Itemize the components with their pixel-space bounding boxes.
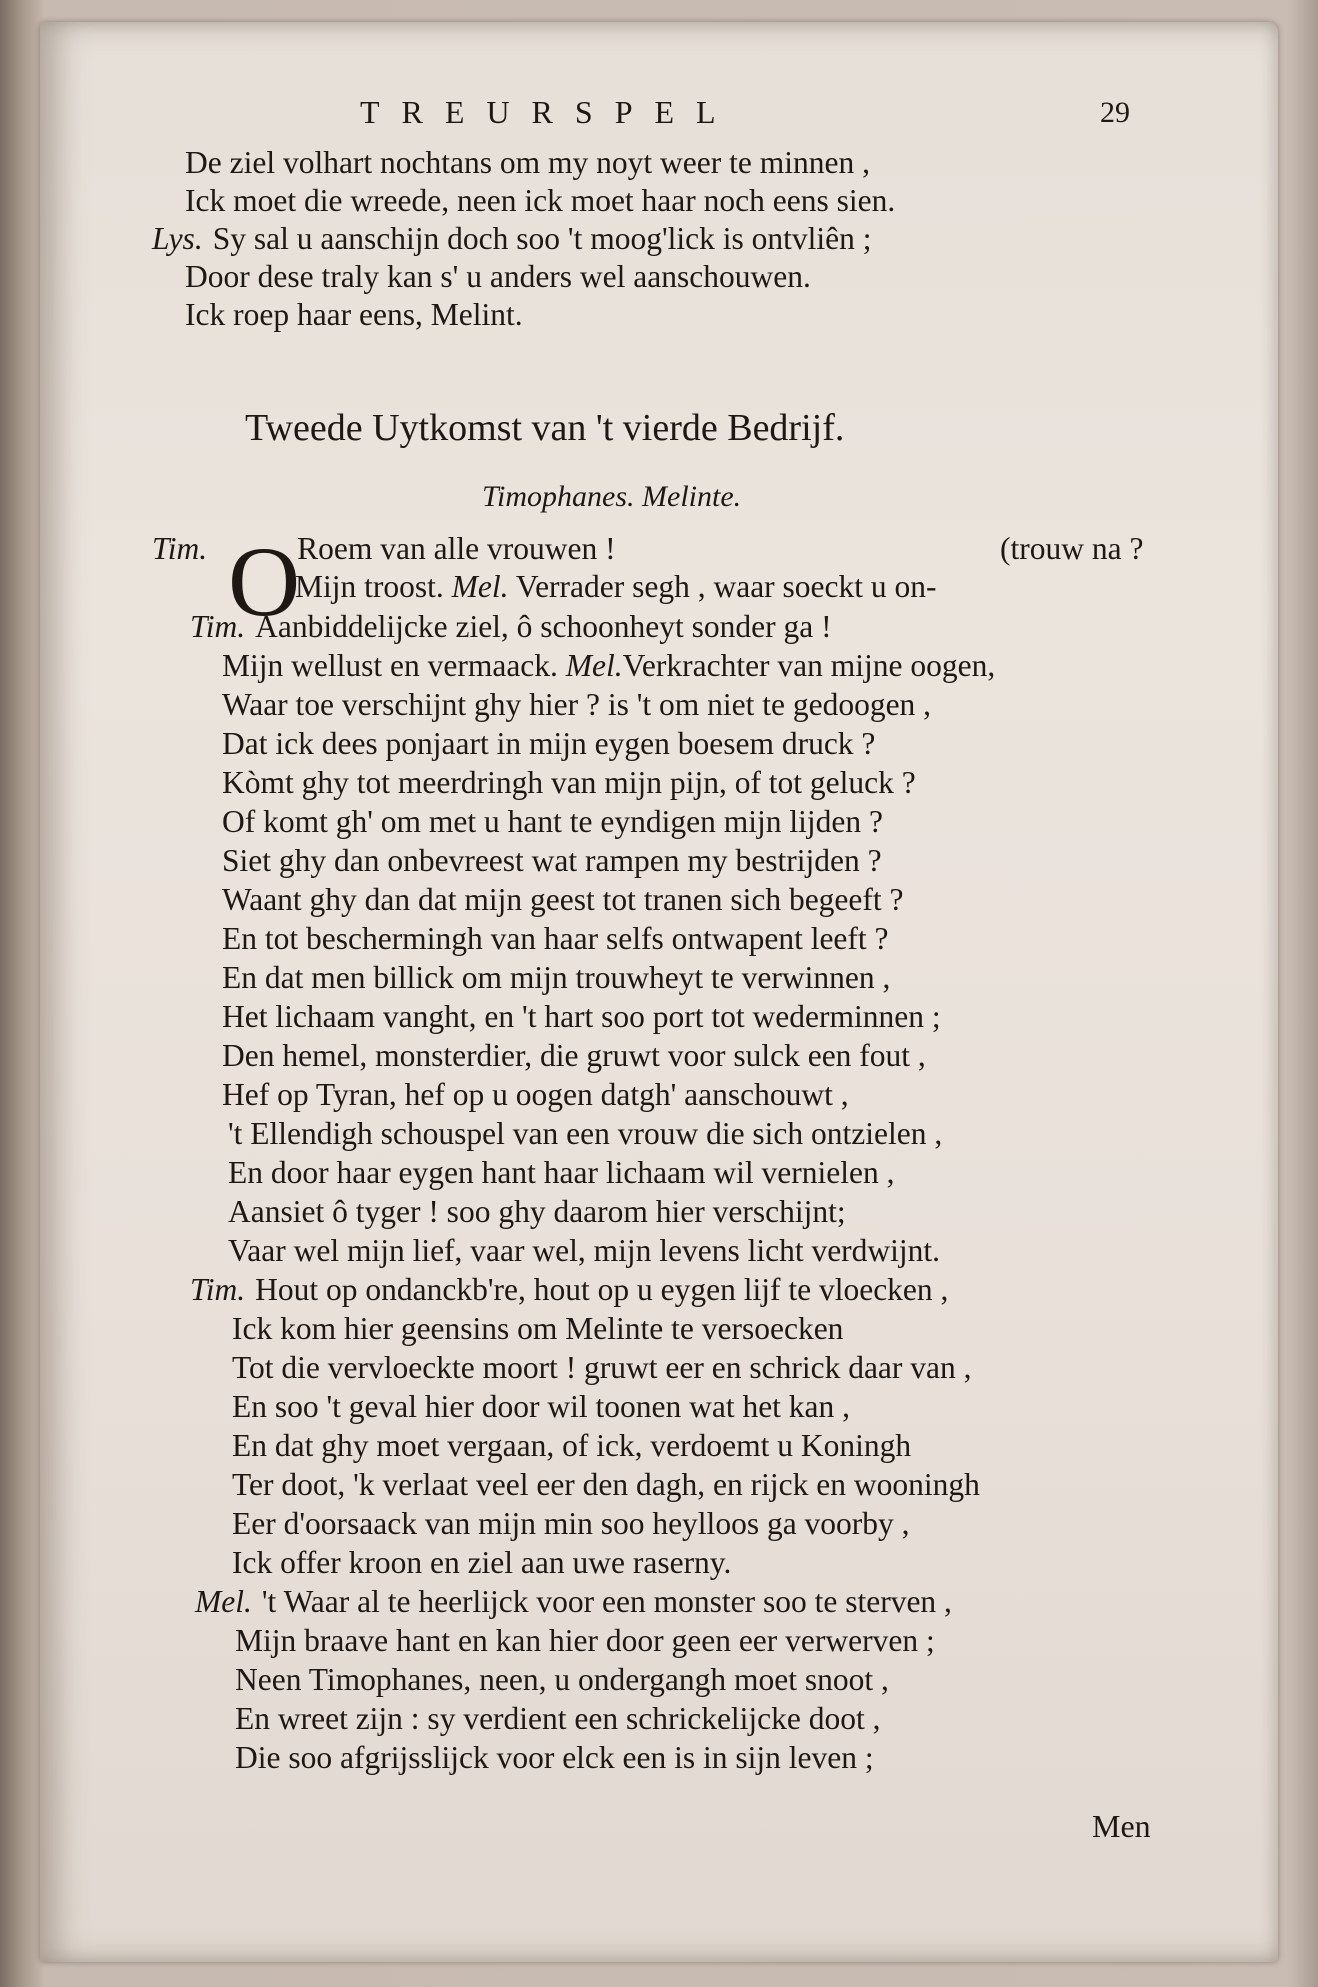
verse-text: Mijn braave hant en kan hier door geen eer verwerven ; [235, 1623, 935, 1658]
verse-line [222, 764, 916, 802]
verse-line [295, 568, 937, 606]
page-number: 29 [1100, 96, 1130, 129]
speaker-label: Tim. [190, 1272, 246, 1307]
verse-text: En door haar eygen hant haar lichaam wil vernielen , [228, 1155, 895, 1190]
verse-text: Sy sal u aanschijn doch soo 't moog'lick is ontvliên ; [212, 221, 872, 256]
verse-text: Waant ghy dan dat mijn geest tot tranen sich begeeft ? [222, 882, 904, 917]
verse-text: Mijn wellust en vermaack. [222, 648, 558, 683]
verse-text: De ziel volhart nochtans om my noyt weer te minnen , [185, 145, 870, 180]
verse-text: Eer d'oorsaack van mijn min soo heylloos ga voorby , [232, 1506, 910, 1541]
verse-line [235, 1700, 881, 1738]
verse-text: En soo 't geval hier door wil toonen wat het kan , [232, 1389, 851, 1424]
verse-line [235, 1661, 889, 1699]
book-page [40, 22, 1278, 1962]
verse-text: En wreet zijn : sy verdient een schrickelijcke doot , [235, 1701, 881, 1736]
verse-text: En dat men billick om mijn trouwheyt te verwinnen , [222, 960, 891, 995]
speaker-label: Mel. [565, 648, 623, 683]
verse-line [222, 686, 931, 724]
verse-line [222, 959, 890, 997]
verse-text: Den hemel, monsterdier, die gruwt voor sulck een fout , [222, 1038, 926, 1073]
speaker-label: Tim. [152, 531, 208, 566]
dramatis-personae: Timophanes. Melinte. [482, 480, 742, 513]
verse-text: 't Waar al te heerlijck voor een monster soo te sterven , [261, 1584, 952, 1619]
verse-line [222, 881, 903, 919]
verse-line [222, 647, 995, 685]
verse-line [185, 258, 811, 296]
verse-overflow-text: (trouw na ? [1000, 531, 1144, 566]
verse-text: Tot die vervloeckte moort ! gruwt eer en schrick daar van , [232, 1350, 972, 1385]
verse-text: Het lichaam vanght, en 't hart soo port tot wederminnen ; [222, 999, 941, 1034]
verse-line [222, 803, 883, 841]
verse-line [235, 1622, 935, 1660]
verse-line [185, 182, 895, 220]
verse-line-overflow [1000, 530, 1143, 568]
verse-line [222, 998, 941, 1036]
verse-line [185, 144, 870, 182]
verse-text: Ter doot, 'k verlaat veel eer den dagh, en rijck en wooningh [232, 1467, 980, 1502]
verse-text: Aanbiddelijcke ziel, ô schoonheyt sonder ga ! [255, 609, 832, 644]
verse-text: Siet ghy dan onbevreest wat rampen my bestrijden ? [222, 843, 882, 878]
verse-text: Of komt gh' om met u hant te eyndigen mijn lijden ? [222, 804, 883, 839]
verse-text: Roem van alle vrouwen ! [297, 531, 616, 566]
verse-line [222, 725, 875, 763]
verse-line [235, 1739, 874, 1777]
verse-line [222, 920, 889, 958]
speaker-label: Mel. [195, 1584, 252, 1619]
verse-text: En tot beschermingh van haar selfs ontwapent leeft ? [222, 921, 889, 956]
verse-text: Hout op ondanckb're, hout op u eygen lijf te vloecken , [255, 1272, 949, 1307]
page-text [40, 22, 1278, 1962]
verse-text: Ick moet die wreede, neen ick moet haar noch eens sien. [185, 183, 896, 218]
verse-text: Aansiet ô tyger ! soo ghy daarom hier verschijnt; [228, 1194, 846, 1229]
verse-line [152, 530, 616, 568]
verse-text: Kòmt ghy tot meerdringh van mijn pijn, of tot geluck ? [222, 765, 916, 800]
verse-line [222, 842, 882, 880]
verse-text: Neen Timophanes, neen, u ondergangh moet snoot , [235, 1662, 889, 1697]
verse-line [232, 1388, 850, 1426]
verse-text: Dat ick dees ponjaart in mijn eygen boesem druck ? [222, 726, 876, 761]
verse-line [232, 1466, 980, 1504]
verse-text: En dat ghy moet vergaan, of ick, verdoemt u Koningh [232, 1428, 912, 1463]
verse-line [232, 1427, 911, 1465]
catchword: Men [1092, 1808, 1151, 1844]
verse-line [190, 1271, 948, 1309]
verse-text: Ick kom hier geensins om Melinte te versoecken [232, 1311, 844, 1346]
speaker-label: Tim. [190, 609, 246, 644]
verse-text: Verrader segh , waar soeckt u on- [515, 569, 937, 604]
verse-line [228, 1232, 940, 1270]
verse-line [190, 608, 832, 646]
speaker-label: Lys. [152, 221, 203, 256]
verse-text: Door dese traly kan s' u anders wel aanschouwen. [185, 259, 811, 294]
verse-line [195, 1583, 952, 1621]
drop-cap: O [228, 526, 301, 637]
verse-text: Die soo afgrijsslijck voor elck een is in sijn leven ; [235, 1740, 874, 1775]
verse-line [232, 1310, 843, 1348]
verse-line [152, 220, 872, 258]
verse-text: Vaar wel mijn lief, vaar wel, mijn levens licht verdwijnt. [228, 1233, 941, 1268]
verse-line [185, 296, 523, 334]
verse-line [232, 1505, 910, 1543]
verse-line [228, 1115, 942, 1153]
verse-line [232, 1544, 731, 1582]
speaker-label: Mel. [451, 569, 509, 604]
verse-text: Ick roep haar eens, Melint. [185, 297, 523, 332]
verse-text: Mijn troost. [295, 569, 444, 604]
verse-line [228, 1193, 846, 1231]
running-head: TREURSPEL [360, 94, 738, 130]
scene-title: Tweede Uytkomst van 't vierde Bedrijf. [245, 407, 845, 449]
verse-line [222, 1037, 926, 1075]
verse-text: 't Ellendigh schouspel van een vrouw die sich ontzielen , [228, 1116, 943, 1151]
verse-line [228, 1154, 894, 1192]
verse-text: Verkrachter van mijne oogen, [622, 648, 996, 683]
verse-text: Hef op Tyran, hef op u oogen datgh' aanschouwt , [222, 1077, 849, 1112]
verse-text: Ick offer kroon en ziel aan uwe raserny. [232, 1545, 732, 1580]
verse-line [222, 1076, 849, 1114]
verse-text: Waar toe verschijnt ghy hier ? is 't om niet te gedoogen , [222, 687, 932, 722]
verse-line [232, 1349, 972, 1387]
